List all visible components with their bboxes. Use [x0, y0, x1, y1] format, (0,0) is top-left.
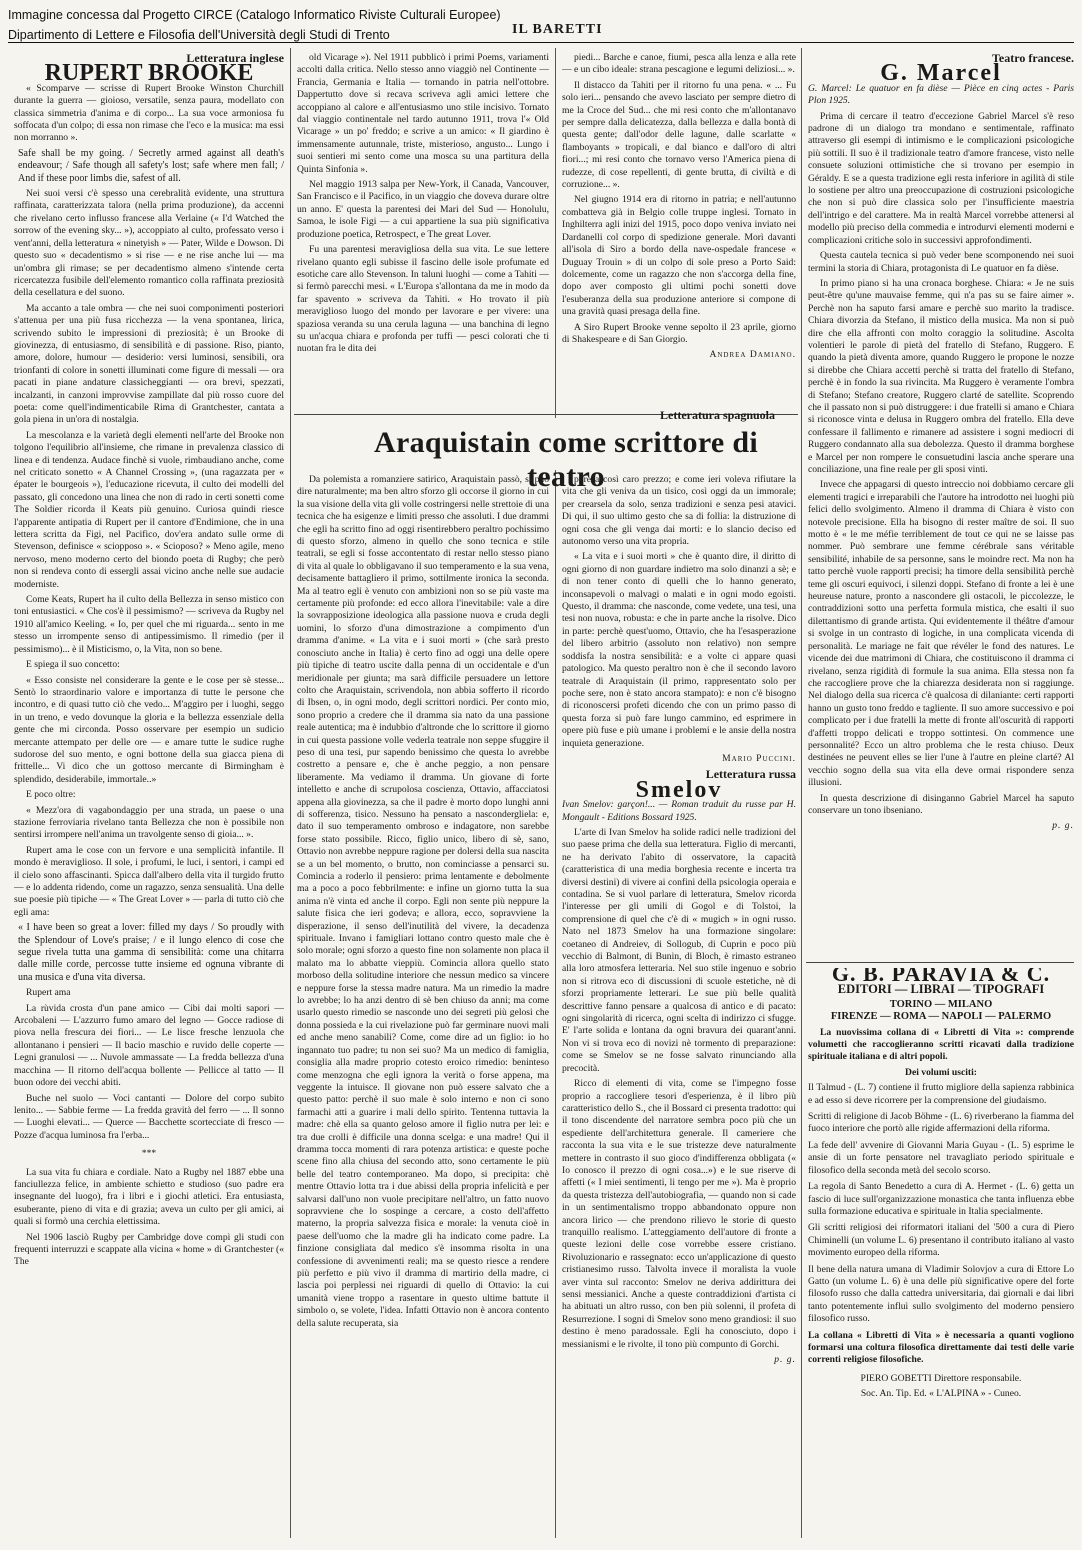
paravia-item: Gli scritti religiosi dei riformatori italiani del '500 a cura di Piero Chiminelli (un volume L. 6) presentano il contributo italiano al vasto movimento europeo della riforma.: [808, 1222, 1074, 1259]
paravia-cities-1: TORINO — MILANO: [889, 998, 993, 1010]
column-rule: [801, 48, 802, 1538]
paragraph: « Esso consiste nel considerare la gente e le cose per sè stesse... Sentò lo straordinario valore e importanza di tutte le persone che incontro, e di quasi tutto ciò che vedo... M'aggiro per i luoghi, seggo in un treno, e vedo dovunque la gloria e la bellezza essenziale della gente che mi circonda. Posso osservare per esempio un sudicio mercante attempato per delle ore — e amare tutte le sudice rughe sudorose del suo mento, e ogni bottone della sua giacca piena di frittelle... Vi dico che un gottoso mercante di Birmingham è splendido, desiderabile, immortale..»: [14, 674, 284, 785]
paragraph: Ricco di elementi di vita, come se l'impegno fosse proprio a raccogliere tesori d'esperienza, è il libro più caratteristico dello S., che il Bossard ci presenta tradotto: qui il tono discendente del narratore sembra poco più che un espediente dell'architettura generale. Il cameriere che racconta la sua vita e le sue tristezze deve naturalmente mettere in contrasto il suo gioco d'indifferenza obbligata (« Io conosco il prezzo di ogni cosa...») e le sue riserve di affetti (« I miei sentimenti, li tengo per me »). Ma è proprio da questa tristezza dell'autobiografia, — quando non si cade in un sentimentalismo troppo abbandonato oppure non ancora lirico — che prendono rilievo le storie di questo tranquillo realismo. L'atteggiamento dell'autore di fronte a queste lezioni delle cose vorrebbe essere cristiano. Rivoluzionario e rassegnato: ecco un'applicazione di questo cristianesimo russo. Talvolta invece il moralista la vuole aver vinta sul racconto: Smelov ne deriva addirittura dei sensi messianici. Anche a queste contraddizioni d'artista ci ha abituati un altro russo, con ben più solenni, il profeta di Resurrezione. I sogni di Smelov sono meno grandiosi: il suo destino è meno paradossale. Egli ha conosciuto, dopo i messianismi e le rivolte, il tono più compunto di Gorchi.: [562, 1078, 796, 1350]
brooke-column-1: [14, 52, 284, 1542]
header-rule: [8, 42, 1074, 43]
paragraph: La mescolanza e la varietà degli elementi nell'arte del Brooke non tolgono l'equilibrio all'insieme, che rimane in prevalenza classico di linea e di tendenza. Audace finchè si vuole, rimbaudiano anche, come nel criticato sonetto « A Channel Crossing », (una ragazzata per « épater le bourgeois »), l'educazione ricevuta, il culto dei modelli del passato, gli concedono una linea che non di rado in certi sonetti come The Soldier ricorda il Keats più genuino. Curiosa quindi riesce l'apparente antipatia di Rupert per il cantore d'Endimione, che in una lettera scritta da Figi, nel Pacifico, dov'era andato sulle orme di Stevenson, definisce « sciopposo ». « Scioposo? » Meno agile, meno nervoso, meno moderno certo del biondo poeta di Rugby; che però non si rendeva conto di essergli assai vicino anche nelle sue audacie moderniste.: [14, 429, 284, 590]
section-rule: [806, 962, 1074, 963]
paragraph: piedi... Barche e canoe, fiumi, pesca alla lenza e alla rete — e un cibo ideale: strana pescagione e legumi deliziosi... ».: [562, 52, 796, 76]
paragraph: E poco oltre:: [26, 789, 76, 801]
paragraph: L'arte di Ivan Smelov ha solide radici nelle tradizioni del suo paese prima che della sua letteratura. Figlio di mercanti, ne ha derivato l'abito di osservatore, la capacità (caratteristica di una media borghesia recente e incerta tra diversi destini) di vivere ai confini della psicologia operaia e contadina. Se si vuol parlare di letteratura, Smelov ricorda l'interesse per gli umili di Gogol e di Tolstoi, la comprensione di quel che c'è di « mugich » in ogni russo. Nato nel 1873 Smelov ha una formazione singolare: coetaneo di Andreiev, di Sollogub, di Cuprin e poco più vecchio di Balmont, di Bunin, di Bloch, è rimasto estraneo alla loro atmosfera letteraria. Nel suo stile ingenuo e sobrio non si ritrova eco di discussioni di scuole estetiche, nè di sforzi propriamente letterari. Le sue più belle qualità descrittive fanno pensare a qualcosa di antico e di pacato: ogni singolarità di ricerca, ogni scelta di indirizzo ci sfugge. E' l'arte solida e lontana da ogni bravura dei quarant'anni. Non vi si trova eco di novizi nè tormento di preparazione: come se Smelov se ne fosse salvato rinunciando alla precocità.: [562, 826, 796, 1074]
paragraph: Buche nel suolo — Voci cantanti — Dolore del corpo subito lenito... — Sabbie ferme — La fredda gravità del ferro — ... Il sonno — Luoghi elevati... — Querce — Bacchette scortecciate di fresco — Pozze d'acqua luminosa fra l'erba...: [14, 1092, 284, 1141]
marcel-kicker: Teatro francese.: [992, 52, 1074, 65]
paragraph: Come Keats, Rupert ha il culto della Bellezza in senso mistico con toni entusiastici. « Che cos'è il pessimismo? — scriveva da Rugby nel 1910 all'amico Keeling. « Io, per quel che mi riguarda... sento in me stesso un irrompente senso di antipessimismo. Il rimedio (per il pessimismo)... è il Misticismo, o, la Vita, non so bene.: [14, 594, 284, 655]
printer-line: Soc. An. Tip. Ed. « L'ALPINA » - Cuneo.: [860, 1388, 1022, 1400]
paragraph: In primo piano si ha una cronaca borghese. Chiara: « Je ne suis peut-être qu'une mauvaise femme, qui n'a pas su se faire aimer ». Perchè non ha saputo farsi amare e perchè suo marito la tradisce. Chiara divorzia da Stefano, il mistico della musica. Ma non si può dire che ella affronti con molto coraggio la solitudine. Ascolta volentieri le parole di pietà del fratello di Stefano, Ruggero. E quando la pietà diventa amore, quando Ruggero le propone le nozze si direbbe che Chiara accetti perchè si tratta del fratello di Stefano, perchè è in fondo la sua rivincita. Ma Ruggero è veramente l'ombra di Stefano; Stefano creatore, Ruggero clarté de satellite. Scoprendo che il passato non si può distruggere: i due fratelli si amano e Chiara si riconosce vinta e delusa in Ruggero ombra del fratello. Ella deve confessare il fallimento e rimanere ad assistere i sogni mediocri di Ruggero condannato alla sua debolezza. Questo il dramma borghese e Marcel per non rompere le consuetudini lascia anche sperare una conciliazione, una fine reale per gli sposi vinti.: [808, 277, 1074, 475]
section-divider: ***: [141, 1148, 157, 1160]
paravia-released-label: Dei volumi usciti:: [905, 1066, 977, 1078]
paragraph: Il distacco da Tahiti per il ritorno fu una pena. « ... Fu solo ieri... pensando che avevo lasciato per sempre dietro di me la Croce del Sud... che mi resi conto che m'allontanavo per sempre dalla delicatezza, dalla bellezza e dalla bontà di questa gente; dall'odor delle lagune, dalle scarlatte « flamboyants » tropicali, e dal bianco e dall'oro di altri fiori...; mi resi conto che tornavo verso l'America piena di rudezze, di cose repellenti, di gente brutta, di civiltà e di corruzione... ».: [562, 79, 796, 191]
paragraph: old Vicarage »). Nel 1911 pubblicò i primi Poems, variamenti accolti dalla critica. Nello stesso anno viaggiò nel Continente — Francia, Germania e Italia — tornando in patria nell'ottobre. Dappertutto dove si recava scriveva agli amici lettere che accoppiano al calore e all'entusiasmo uno stile incisivo. Tornato dal viaggio continentale nel tardo autunno 1911, trova l'« Old Vicarage » un po' freddo; e scrive a un amico: « Il giardino è immensamente autunnale, triste, misterioso, angusto... Lungo i suoi sentieri mi sento come una mosca su una partitura della Quinta Sinfonia ».: [297, 52, 549, 175]
paravia-cities-2: FIRENZE — ROMA — NAPOLI — PALERMO: [830, 1011, 1052, 1023]
credit-line-2: Dipartimento di Lettere e Filosofia dell'Università degli Studi di Trento: [8, 28, 390, 42]
araquistain-signature: Mario Puccini.: [722, 752, 796, 764]
paravia-intro: La nuovissima collana di « Libretti di Vita »: comprende volumetti che raccoglieranno scritti ricavati dalla tradizione spirituale italiana e di altri popoli.: [808, 1026, 1074, 1063]
paragraph: La rùvida crosta d'un pane amico — Cibi dai molti sapori — Arcobaleni — L'azzurro fumo amaro del legno — Gocce radiose di piova nella frescura dei fiori... — Le lisce fresche lenzuola che allontanano i pensieri — Il bacio maschio e ruvido delle coperte — Legni granulosi — ... Nuvole ammassate — La fredda bellezza d'una macchina — Il ritorno dell'acqua bollente — Pellicce al tatto — Il buon odore dei vecchi abiti.: [14, 1002, 284, 1089]
paragraph: Fu una parentesi meravigliosa della sua vita. Le sue lettere rivelano quanto egli subisse il fascino delle isole profumate ed esotiche care allo Stevenson. In taluni luoghi — come a Tahiti — si fermò parecchi mesi. « L'Europa s'allontana da me in modo da far spavento » scriveva da Tahiti. « Ho trovato il più meraviglioso luogo del mondo per lavorare e per vivere: una spaziosa veranda su una cerula laguna — una banchina di legno su un'acqua chiara e profonda per tuffi — pesci colorati che ti nuotan fra le dita dei: [297, 244, 549, 355]
paravia-advertisement: [808, 968, 1074, 1542]
director-line: PIERO GOBETTI Direttore responsabile.: [860, 1372, 1022, 1384]
brooke-signature: Andrea Damiano.: [709, 349, 796, 361]
paravia-item: La fede dell' avvenire di Giovanni Maria Guyau - (L. 5) esprime le ansie di un forte pensatore nel travagliato periodo spirituale e filosofico della seconda metà del secolo scorso.: [808, 1139, 1074, 1176]
smelov-citation: Ivan Smelov: garçon!... — Roman traduit du russe par H. Mongault - Editions Bossard 1925.: [562, 799, 796, 823]
paragraph: La sua vita fu chiara e cordiale. Nato a Rugby nel 1887 ebbe una fanciullezza felice, in ambiente schietto e studioso (suo padre era insegnante del luogo), fra i libri e i giochi atletici. Era entusiasta, esuberante, pieno di vita e di grazia; aveva un culto per gli amici, ai quali si formò una cerchia elettissima.: [14, 1166, 284, 1228]
paragraph: Invece che appagarsi di questo intreccio noi dobbiamo cercare gli elementi tragici e irreparabili che l'autore ha introdotto nei luoghi più felici dello svolgimento. Almeno il dramma di Chiara è visto con notevole precisione. Ella ha bisogno di rester maître de soi. Il suo motto è « le me méfie terriblement de tout ce qui ne se laisse pas nommer. Può sembrare une femme cérébrale sans véritable sensibilité, inhabile de sa personne, sans le moindre rect. Ma non ha tatto perchè vuole rapporti precisi; ha timore della sensibilità perchè teme gli oscuri equivoci, i silenzi doppi. Stefano di fronte a lei è une heureuse nature, pronto a nascondere gli ostacoli, le piccolezze, le contraddizioni sotto una perfetta formula mistica, che esalti il suo dilettantismo di grande artista. Qui evidentemente il théâtre d'amour si svolge in un contrasto di logiche, in una complicata vicenda di personalità. Le mariage ne fait que révéler le fond des natures. Le vicende dei due matrimoni di Chiara, che costituiscono il dramma ci rivelano, senza rigidità di formule la sua anima. Ella stessa non fa che raccogliere prove che la chiarezza desiderata non si raggiunge. Nel dialogo della sua ricerca c'è qualcosa di dilaniante: certi rapporti hanno un gusto tono freddo e tagliente. Il suo amore successivo e poi complicato per i due fratelli la mette di fronte all'oscurità di rapporti d'affetti troppo delicati e troppo sottintesi. On commence une personnalité? Ecco un altro problema che le resta chiuso. Deux destinées ne peuvent elles se lier l'une à l'autre en pleine clarté? Al vecchio sogno della sua vita ella deve ormai rispondere senza illusioni.: [808, 479, 1074, 789]
brooke-kicker: Letteratura inglese: [186, 52, 284, 65]
paragraph: « Scomparve — scrisse di Rupert Brooke Winston Churchill durante la guerra — gioioso, versatile, senza paura, modellato con classica simmetria d'anima e di corpo... La sua voce armoniosa fu soffocata d'un colpo; di essa non rimase che l'eco e la musica: ma essi non morranno ».: [14, 82, 284, 144]
brooke-column-2: [297, 52, 549, 412]
marcel-citation: G. Marcel: Le quatuor en fa dièse — Pièce en cinq actes - Paris Plon 1925.: [808, 82, 1074, 107]
marcel-signature: p. g.: [1052, 820, 1074, 832]
paragraph: Nei suoi versi c'è spesso una cerebralità evidente, una struttura raffinata, caratterizzata talora (nella prima produzione), da accenni che rivelano certo influsso francese alla Verlaine (« I'd Watched the sorrow of the evening sky... »), accoppiato al culto, professato verso i vent'anni, della letteratura « ninetyish » — Pater, Wilde e Dowson. Di questo suo « decadentismo » si rise — e ne rise anche lui — ma un'ombra gli rimase; se per decadentismo almeno s'intende certa ricercatezza fusibile dell'elemento romantico colla raffinata preziosità della cesellatura e del suono.: [14, 188, 284, 299]
paravia-item: La collana « Libretti di Vita » è necessaria a quanti vogliono formarsi una coltura filosofica direttamente dai testi delle varie correnti religiose filosofiche.: [808, 1329, 1074, 1366]
araquistain-title: Araquistain come scrittore di teatro: [374, 426, 758, 493]
smelov-signature: p. g.: [774, 1354, 796, 1366]
smelov-kicker: Letteratura russa: [705, 767, 796, 782]
paravia-item: Il bene della natura umana di Vladimir Solovjov a cura di Ettore Lo Gatto (un volume L. 6) è una delle più significative opere del forte filosofo russo che dalla cattedra universitaria, dai giornali e dai libri tanto potentemente influì sullo svolgimento del moderno pensiero filosofico russo.: [808, 1263, 1074, 1325]
paragraph: « La vita e i suoi morti » che è quanto dire, il diritto di ogni giorno di non guardare indietro ma solo dinanzi a sè; e di non tener conto di quelli che lo hanno generato, inconsapevoli o malvagi o malati e in ogni modo egoisti. Questo, il dramma: che nasconde, come vedete, una tesi, una tesi non nuova, robusta: e che in parte anche la risolve. Dico in parte: perchè quest'uomo, Ottavio, che ha l'esasperazione del libero arbitrio (assoluto non relativo) non sempre soddisfa la nostra sensibilità: e a volte ci appare quasi patologico. Ma questo peraltro non è che il secondo lavoro teatrale di Araquistain (il primo, rappresentato solo per poche sere, non è stato ancora stampato): e non c'è bisogno di riconoscersi profeti dicendo che con un primo passo di questa forza si può fare lungo cammino, ed esprimere in opere più fuse e più umane i problemi e le ansie della nostra inquieta generazione.: [562, 551, 796, 749]
paragraph: E spiega il suo concetto:: [26, 659, 120, 671]
paragraph: Prima di cercare il teatro d'eccezione Gabriel Marcel s'è reso padrone di un dialogo tra mondano e sentimentale, raffinato attraverso gli esempi di intimismo e le complicazioni psicologiche più sottili. Il suo è il tradizionale teatro d'amore francese, visto nelle consuete soluzioni ottimistiche che si trovano per esempio in Géraldy. E se a questa tradizione egli resta inferiore in agilità di stile lo sostiene per altro una preoccupazione di costruzioni psicologiche che non si può dire classica solo per l'insufficiente maestria dell'intrigo e del carattere. Ma in realtà Marcel vorrebbe attenersi al modello più preciso della commedia e introdurvi elementi moderni e complicazioni critiche solo in successivi approfondimenti.: [808, 110, 1074, 246]
paragraph: In questa descrizione di disinganno Gabriel Marcel ha saputo conservare un tono ibseniano.: [808, 792, 1074, 816]
marcel-title: G. Marcel: [880, 60, 1002, 87]
paragraph: Rupert ama: [26, 987, 71, 999]
paragraph: « Mezz'ora di vagabondaggio per una strada, un paese o una stazione ferroviaria rivelano tanta Bellezza che non è possibile non sentirsi irrompere nell'anima un travolgente senso di gioia... ».: [14, 804, 284, 841]
credit-line-1: Immagine concessa dal Progetto CIRCE (Catalogo Informatico Riviste Culturali Europee): [8, 8, 501, 22]
paravia-item: Il Talmud - (L. 7) contiene il frutto migliore della sapienza rabbinica e ad esso si deve ricorrere per la comprensione del giudaismo.: [808, 1082, 1074, 1106]
smelov-title: Smelov: [635, 776, 723, 803]
verse: Safe shall be my going. / Secretly armed against all death's endeavour; / Safe though all safety's lost; safe where men fall; / And if these poor limbs die, safest of all.: [18, 147, 284, 184]
paravia-subtitle: EDITORI — LIBRAI — TIPOGRAFI: [837, 982, 1045, 997]
araquistain-column-2: [562, 474, 796, 1544]
paravia-name: G. B. PARAVIA & C.: [831, 968, 1051, 986]
paravia-item: Scritti di religione di Jacob Böhme - (L. 6) riverberano la fiamma del fuoco interiore che portò alle rigide affermazioni della riforma.: [808, 1111, 1074, 1135]
paragraph: Questa cautela tecnica si può veder bene scomponendo nei suoi termini la storia di Chiara, protagonista di Le quatuor en fa dièse.: [808, 250, 1074, 274]
araquistain-column-1: [297, 474, 549, 1544]
paragraph: Nel giugno 1914 era di ritorno in patria; e nell'autunno combatteva già in Belgio colle truppe inglesi. Tornato in Inghilterra agli inizi del 1915, poco dopo veniva inviato nei Dardanelli col corpo di spedizione generale. Morì davanti all'isola di Siro a bordo della nave-ospedale francese « Duguay Trouin » di un colpo di sole preso a Porto Said: dolcemente, come un ragazzo che non s'accorga della fine, dopo aver composto gli ultimi pochi sonetti dove l'esuberanza della sua produzione anteriore si compone di una gravità quasi presaga della fine.: [562, 194, 796, 318]
paragraph: Nel maggio 1913 salpa per New-York, il Canada, Vancouver, San Francisco e il Pacifico, in un viaggio che doveva durare oltre un anno. E' questa la parentesi dei Mari del Sud — Honolulu, Samoa, le isole Figi — a cui appartiene la sua più significativa produzione poetica, Retrospect, e The great Lover.: [297, 179, 549, 240]
paragraph: A Siro Rupert Brooke venne sepolto il 23 aprile, giorno di Shakespeare e di San Giorgio.: [562, 321, 796, 345]
paragraph: Rupert ama le cose con un fervore e una semplicità infantile. Il mondo è meraviglioso. Il sole, i profumi, le luci, i sentori, i campi ed il cielo sono affascinanti. Spicca dall'albero della vita il turgido frutto — e lo addenta ridendo, come un ragazzo, senza sensualità. Una delle sue poesie più tipiche — « The Great Lover » — parla di tutto ciò che egli ama:: [14, 844, 284, 918]
paravia-item: La regola di Santo Benedetto a cura di A. Hermet - (L. 6) getta un fascio di luce sull'organizzazione monastica che tanta influenza ebbe sulla formazione educativa e spirituale in Italia specialmente.: [808, 1181, 1074, 1217]
column-rule: [555, 470, 556, 1538]
paragraph: Ma accanto a tale ombra — che nei suoi componimenti posteriori s'attenua per una più fusa ricchezza — la vena spontanea, lirica, scrivendo subito le impressioni di preziosità; è un Brooke di giovinezza, di entusiasmo, di sensibilità e di passione. Riso, pianto, amore, dolore, humour — desiderio: versi luminosi, sensibili, ora trionfanti di colore in sonetti illuminati come figure di messali — ora pacati in piane andature classicheggianti — ora brevi, spezzati, incalzanti, in canzoni improvvise zampillate dal più rosso cuore del poeta: come quell'indimenticabile Rima di Grantchester, cantata a gola piena in un'ora di nostalgia.: [14, 302, 284, 426]
marcel-column: [808, 52, 1074, 956]
brooke-title: RUPERT BROOKE: [44, 60, 254, 87]
brooke-column-3: [562, 52, 796, 412]
column-rule: [290, 48, 291, 1538]
paragraph: Da polemista a romanziere satirico, Araquistain passò, si può dire naturalmente; ma ben altro sforzo gli occorse il giorno in cui la sua visione della vita gli volle costringersi nelle strettoie di una tecnica che ha esigenze e limiti presso che assoluti. I due drammi che egli ha scritto fino ad oggi risentirebbero peraltro pochissimo di questo sforzo, almeno in quello che sono tecnica e stile teatrali, se egli si fosse accontentato di restar nello stesso piano di vita al quale lo obbligavano il suo temperamento e la sua vena, decisamente battagliero il primo, sottilmente ironica la seconda. Ma al teatro egli è venuto con ambizioni non so se più vaste ma certamente più profonde: ed ecco allora l'inevitabile: vale a dire la sovrapposizione ideologica alla passione nuova e cruda degli uomini, lo sforzo d'una dimostrazione a compimento d'un dramma d'anime. « La vita e i suoi morti » (che sarà presto conosciuto anche in Italia) è certo fino ad oggi una delle opere più tipiche di teatro uscite dalla penna di un occidentale e d'un meridionale per giunta; ma sarà difficile persuadere un lettore colto che Araquistain, scrivendola, non abbia sofferto il ricordo di Ibsen, o, in ogni modo, degli scrittori nordici. Per conto mio, sono proprio a credere che il dramma sia nato da una passione reale autentica; ma è indubbio d'altronde che lo scrittore il giorno in cui questa passione volle vederla teatrale non seppe sfuggire il peso di una tesi, pur sapendo benissimo che questa lo avrebbe costretto a pensare e, che è anche peggio, a non pensare liberamente. Ma vediamo il dramma. Un giovane di forte intelletto e anche di scrupolosa coscienza, Ottavio, affacciatosi appena alla giovinezza, sa che il padre è morto dopo lunghi anni di sofferenza, tisico. Nessuno ha pensato a nascondergliela: e, dato il suo temperamento ombroso e indagatore, non sarebbe forse stato possibile. Ricco, figlio unico, libero di sè, sano, Ottavio non avrebbe neppure ragione per dolersi della sua nascita se a un bel momento, o brutto, non cominciasse a pensarci su. Comincia a roderlo il pensiero: prima lentamente e debolmente ma a poco a poco febbrilmente: e infine un giorno tutta la sua anima n'è vinta ed anche il corpo. Egli non sente più neppure la salute fisica che ieri godeva; e allora, ecco, sopravviene la disperazione, il senso dell'inutilità del vivere, la decadenza spirituale. Invano i famigliari lottano contro questo male che è solo morale; ogni sforzo a questo fine non solamente non placa il malato ma lo abbatte vieppiù. Comincia allora quello stato morboso della solitudine interiore che nessun medico sa vincere e neppure forse la stessa madre natura. Ma un rimedio la madre lo avrebbe; lo ha anzi dentro di sè ben chiuso da anni; ma come usarlo questo rimedio se nasconde uno dei segreti più gelosi che donna possieda e la cui rivelazione può far germinare nuovi mali ed anche meno sanabili? Come, come dire ad un figlio: io ho ingannato tuo padre; tu non sei suo? Ma un medico di famiglia, consiglia alla madre proprio cotesto eroico rimedio: beninteso come menzogna che egli ignora la verità o forse appena, ma veggente la intuisce. Il giovane non può essere salvato che a questo patto: perchè il suo male è solo interno e non ci sono farmachi atti a guarire i mali dello spirito. Tentenna tuttavia la madre: chè ella sa quanto geloso amore il figlio nutra per lei: e tra due crolli è difficile una donna scelga: e una madre! Qui il dramma tocca momenti di rara potenza artistica: e queste poche scene fino alla chiusa del secondo atto, sono certamente le più belle del teatro contemporaneo. Ma dopo, si precipita: chè mentre Ottavio lotta tra i due abissi della propria infelicità e per salvarsi dall'uno non vuole precipitare nell'altro, un fatto nuovo sopravviene che lo sospinge a cercare, a costo dell'affetto materno, la propria salvezza fisica e morale: la venuta cioè in paese dell'uomo che la madre gli ha indicato come padre. La finzione consigliata dal medico s'è insomma risolta in una confessione di avvenimenti reali; ma se questo riesce a rendere più perfetto e più vivo il dramma di martirio della madre, ci lascia poi perplessi nei riguardi di quello di Ottavio: la cui umanità viene troppo a rasentare in questo ultime battute il simbolo o, se volete, l'idea. Infatti Ottavio non è ancora contento della salute recuperata, sia: [297, 474, 549, 1329]
column-rule: [555, 48, 556, 418]
araquistain-kicker: Letteratura spagnuola: [660, 408, 775, 422]
paragraph: pure a così caro prezzo; e come ieri voleva rifiutare la vita che gli veniva da un tisico, così oggi da un immorale; per crearsela da solo, senza tradizioni e senza pesi atavici. Di qui, il suo ultimo gesto che sa di follia: la distruzione di ogni cosa che gli venga dai morti: e lo slancio deciso ed autonomo verso una vita propria.: [562, 474, 796, 548]
masthead: IL BARETTI: [512, 22, 603, 37]
verse: « I have been so great a lover: filled my days / So proudly with the Splendour of Love's praise; / e il lungo elenco di cose che segue rivela tutta una gamma di sensibilità: come una chitarra dalle mille corde, percosse tutte insieme ed ognuna vibrante di una musica e d'una vita diversa.: [18, 922, 284, 983]
paragraph: Nel 1906 lasciò Rugby per Cambridge dove compì gli studi con frequenti interruzzi e scappate alla vicina « home » di Grantchester (« The: [14, 1231, 284, 1268]
